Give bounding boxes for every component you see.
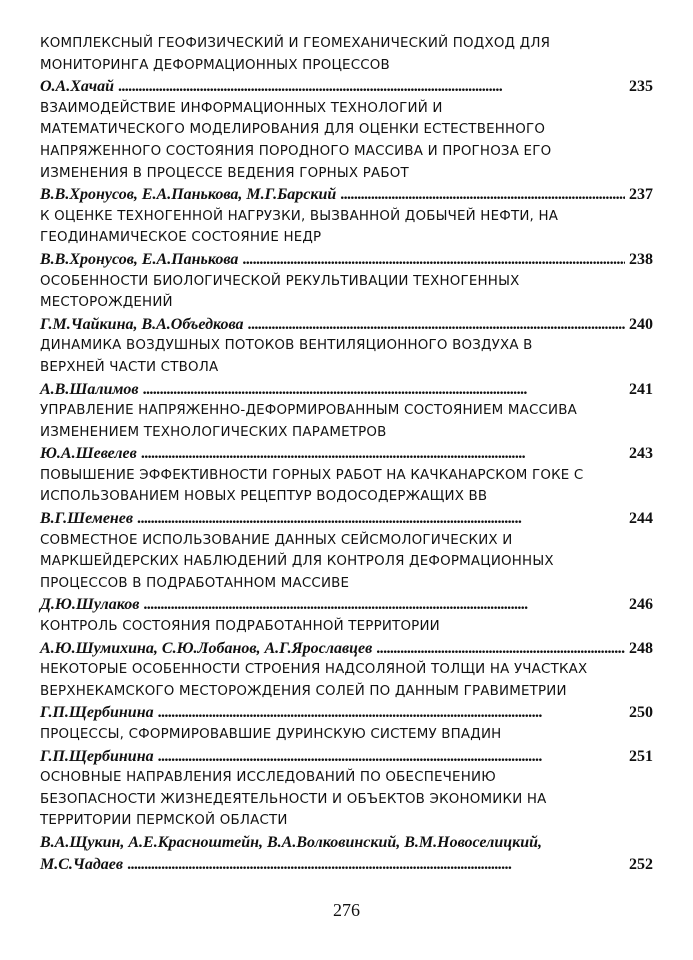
entry-authors: Д.Ю.Шулаков <box>40 596 140 614</box>
entry-author-line <box>40 508 653 530</box>
entry-authors: Ю.А.Шевелев <box>40 445 137 463</box>
entry-title: ПРОЦЕССЫ, СФОРМИРОВАВШИЕ ДУРИНСКУЮ СИСТЕМУ ВПАДИН <box>40 727 502 742</box>
dot-leader <box>158 746 625 768</box>
toc-entry <box>40 98 653 206</box>
entry-authors-first-line: В.А.Щукин, А.Е.Красноштейн, В.А.Волковинский, В.М.Новоселицкий, <box>40 833 543 851</box>
dot-leader <box>376 638 625 660</box>
entry-authors: О.А.Хачай <box>40 78 114 96</box>
toc-entry <box>40 335 653 400</box>
entry-author-line <box>40 314 653 336</box>
entry-title: ДИНАМИКА ВОЗДУШНЫХ ПОТОКОВ ВЕНТИЛЯЦИОННОГО ВОЗДУХА В ВЕРХНЕЙ ЧАСТИ СТВОЛА <box>40 338 533 375</box>
entry-title: УПРАВЛЕНИЕ НАПРЯЖЕННО-ДЕФОРМИРОВАННЫМ СОСТОЯНИЕМ МАССИВА ИЗМЕНЕНИЕМ ТЕХНОЛОГИЧЕСКИХ ПАРАМЕТРОВ <box>40 403 578 440</box>
toc-entry <box>40 465 653 530</box>
toc-entry <box>40 659 653 724</box>
entry-authors: М.С.Чадаев <box>40 855 124 873</box>
entry-page: 248 <box>629 639 653 657</box>
entry-author-line <box>40 443 653 465</box>
entry-title: К ОЦЕНКЕ ТЕХНОГЕННОЙ НАГРУЗКИ, ВЫЗВАННОЙ ДОБЫЧЕЙ НЕФТИ, НА ГЕОДИНАМИЧЕСКОЕ СОСТОЯНИЕ НЕДР <box>40 208 559 246</box>
dot-leader <box>141 443 625 465</box>
entry-title: ОСОБЕННОСТИ БИОЛОГИЧЕСКОЙ РЕКУЛЬТИВАЦИИ ТЕХНОГЕННЫХ МЕСТОРОЖДЕНИЙ <box>40 273 520 311</box>
entry-title: КОМПЛЕКСНЫЙ ГЕОФИЗИЧЕСКИЙ И ГЕОМЕХАНИЧЕСКИЙ ПОДХОД ДЛЯ МОНИТОРИНГА ДЕФОРМАЦИОННЫХ ПРОЦЕССОВ <box>40 36 551 73</box>
entry-authors: Г.М.Чайкина, В.А.Объедкова <box>40 315 244 333</box>
entry-page: 252 <box>629 855 653 873</box>
entry-author-line <box>40 249 653 271</box>
entry-title: НЕКОТОРЫЕ ОСОБЕННОСТИ СТРОЕНИЯ НАДСОЛЯНОЙ ТОЛЩИ НА УЧАСТКАХ ВЕРХНЕКАМСКОГО МЕСТОРОЖДЕНИЯ СОЛЕЙ ПО ДАННЫМ ГРАВИМЕТРИИ <box>40 662 588 699</box>
dot-leader <box>127 854 625 876</box>
entry-page: 251 <box>629 747 653 765</box>
entry-title: ОСНОВНЫЕ НАПРАВЛЕНИЯ ИССЛЕДОВАНИЙ ПО ОБЕСПЕЧЕНИЮ БЕЗОПАСНОСТИ ЖИЗНЕДЕЯТЕЛЬНОСТИ И ОБЪЕКТОВ ЭКОНОМИКИ НА ТЕРРИТОРИИ ПЕРМСКОЙ ОБЛАСТИ <box>40 770 547 829</box>
toc-entry <box>40 530 653 616</box>
toc-entry <box>40 616 653 659</box>
toc-entry <box>40 271 653 336</box>
toc-entry <box>40 33 653 98</box>
dot-leader <box>158 702 625 724</box>
entry-authors: Г.П.Щербинина <box>40 747 154 765</box>
entry-title: ВЗАИМОДЕЙСТВИЕ ИНФОРМАЦИОННЫХ ТЕХНОЛОГИЙ И МАТЕМАТИЧЕСКОГО МОДЕЛИРОВАНИЯ ДЛЯ ОЦЕНКИ ЕСТЕСТВЕННОГО НАПРЯЖЕННОГО СОСТОЯНИЯ ПОРОДНОГО МАССИВА И ПРОГНОЗА ЕГО ИЗМЕНЕНИЯ В ПРОЦЕССЕ ВЕДЕНИЯ ГОРНЫХ РАБОТ <box>40 100 552 181</box>
table-of-contents <box>40 33 653 875</box>
entry-authors: Г.П.Щербинина <box>40 704 154 722</box>
entry-authors: В.В.Хронусов, Е.А.Панькова, М.Г.Барский <box>40 186 337 204</box>
entry-title: СОВМЕСТНОЕ ИСПОЛЬЗОВАНИЕ ДАННЫХ СЕЙСМОЛОГИЧЕСКИХ И МАРКШЕЙДЕРСКИХ НАБЛЮДЕНИЙ ДЛЯ КОНТРОЛЯ ДЕФОРМАЦИОННЫХ ПРОЦЕССОВ В ПОДРАБОТАННОМ МАССИВЕ <box>40 532 554 591</box>
dot-leader <box>143 379 625 401</box>
entry-author-line <box>40 638 653 660</box>
entry-authors: В.В.Хронусов, Е.А.Панькова <box>40 250 239 268</box>
toc-entry <box>40 206 653 271</box>
entry-title: ПОВЫШЕНИЕ ЭФФЕКТИВНОСТИ ГОРНЫХ РАБОТ НА КАЧКАНАРСКОМ ГОКЕ С ИСПОЛЬЗОВАНИЕМ НОВЫХ РЕЦЕПТУР ВОДОСОДЕРЖАЩИХ ВВ <box>40 467 584 505</box>
entry-title: КОНТРОЛЬ СОСТОЯНИЯ ПОДРАБОТАННОЙ ТЕРРИТОРИИ <box>40 619 440 635</box>
entry-author-line <box>40 702 653 724</box>
dot-leader <box>242 249 625 271</box>
entry-author-line <box>40 746 653 768</box>
entry-author-line <box>40 184 653 206</box>
entry-page: 240 <box>629 315 653 333</box>
entry-page: 238 <box>629 250 653 268</box>
entry-page: 235 <box>629 78 653 96</box>
toc-entry <box>40 400 653 465</box>
entry-page: 250 <box>629 704 653 722</box>
dot-leader <box>248 314 625 336</box>
entry-authors: В.Г.Шеменев <box>40 510 134 528</box>
entry-author-line <box>40 76 653 98</box>
entry-page: 237 <box>629 186 653 204</box>
dot-leader <box>143 594 625 616</box>
dot-leader <box>137 508 625 530</box>
toc-entry <box>40 767 653 875</box>
entry-author-line <box>40 594 653 616</box>
entry-author-line <box>40 854 653 876</box>
entry-page: 241 <box>629 380 653 398</box>
entry-authors: А.Ю.Шумихина, С.Ю.Лобанов, А.Г.Ярославцев <box>40 639 373 657</box>
dot-leader <box>340 184 625 206</box>
dot-leader <box>118 76 625 98</box>
toc-entry <box>40 724 653 767</box>
entry-page: 243 <box>629 445 653 463</box>
entry-page: 244 <box>629 510 653 528</box>
entry-page: 246 <box>629 596 653 614</box>
entry-author-line <box>40 379 653 401</box>
page-number: 276 <box>333 900 360 920</box>
entry-authors: А.В.Шалимов <box>40 380 139 398</box>
